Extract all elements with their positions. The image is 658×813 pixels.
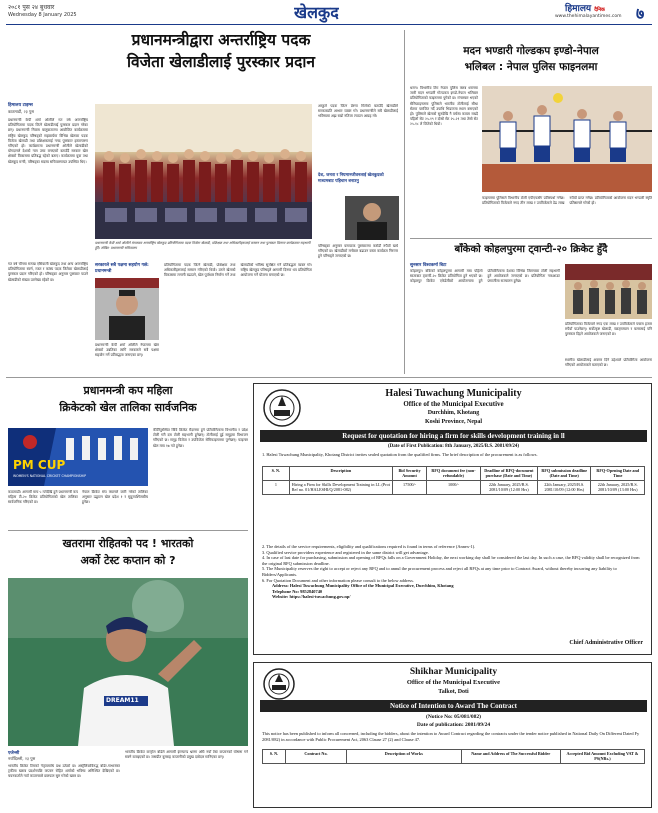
website: www.thehimalayantimes.com — [555, 14, 622, 19]
pmcup-banner-text: PM CUP — [13, 458, 66, 472]
col-sn: S. N. — [263, 750, 286, 764]
vertical-divider-top — [404, 30, 405, 374]
date-en: Wednesday 8 January 2025 — [8, 12, 77, 18]
cell-sn: 1 — [263, 480, 290, 494]
bankeko-body: कोहलपुर। बाँकेको कोहलपुरमा आगामी माघ पहिलो साताबाट ट्वान्टी-२० क्रिकेट प्रतियोगिता हुने भएको छ। कोहलपुर क्रिकेट एकेडेमीको आयोजनामा हुने प्रतियोगितामा देशका विभिन्न जिल्लाका टोली सहभागी हुने आयोजकले जनाएको छ। प्रतियोगिता नकआउट प्रणालीमा सञ्चालन हुनेछ। — [410, 269, 560, 284]
date-np: २०८१ पुस २४ बुधवार — [8, 4, 55, 11]
halesi-rfq-table — [262, 466, 645, 495]
halesi-title-bar — [260, 430, 647, 442]
halesi-points — [262, 544, 645, 600]
paper-sub: दैनिक — [594, 7, 605, 13]
cricket-event-photo — [565, 264, 652, 319]
col-contract-no: Contract No. — [285, 750, 346, 764]
shikhar-table — [262, 749, 645, 764]
volleyball-photo — [482, 86, 652, 192]
cell-submission: 22th January, 2025/B.S. 2081/10/09 (12:00 Hrs) — [538, 480, 591, 494]
col-description: Description — [289, 467, 392, 481]
halesi-intro: 1. Halesi Tuwachung Municipality, Khotang District invites sealed quotation from the qualified firms. The brief description of the procurement is as follows. — [262, 452, 538, 457]
madan-headline-1: मदन भण्डारी गोल्डकप इण्डो-नेपाल — [463, 45, 599, 57]
bankeko-body-3: स्थानीय खेलाडीलाई अवसर दिने उद्देश्यले प्रतियोगिता आयोजना गरिएको आयोजकले बताएको छ। — [565, 358, 652, 368]
cell-fee: 1000/- — [427, 480, 480, 494]
col-bidder: Name and Address of The Successful Bidder — [461, 750, 560, 764]
shikhar-body: This notice has been published to inform all concerned, including the bidders, about the intention to Award Contract regarding the contracts under the tender notice published in National Daily On Different Dated Fy 2081/082) in accordance with Public Procurement Act, 2063 Clause 27 (2) and Clause 47. — [262, 731, 640, 742]
pm-award-photo-caption: प्रधानमन्त्री केपी शर्मा ओलीले मंगलबार अन्तर्राष्ट्रिय खेलकुद प्रतियोगितामा पदक विजेता खेलाडी, प्रशिक्षक तथा अधिकारीहरूलाई सम्मान तथा पुरस्कार वितरण कार्यक्रममा सहभागी हुँदै। तस्बिर: प्रधानमन्त्री सचिवालय — [95, 241, 311, 250]
pm-portrait-small — [345, 196, 399, 240]
shikhar-title-bar — [260, 700, 647, 712]
col-bid-security: Bid Security Amount — [392, 467, 426, 481]
col-opening: RFQ-Opening Date and Time — [591, 467, 645, 481]
rohit-byline: एजेन्सी — [8, 751, 20, 756]
shikhar-award-table — [262, 749, 645, 764]
pm-award-body-1: प्रधानमन्त्री केपी शर्मा ओलीले गत वर्ष अन्तर्राष्ट्रिय प्रतियोगितामा पदक जित्ने खेलाडीलाई पुरस्कार प्रदान गरेका छन्। प्रधानमन्त्री निवास बालुवाटारमा आयोजित कार्यक्रममा राष्ट्रिय खेलकुद परिषद्को सहकार्यमा विभिन्न खेलका पदक विजेता खेलाडी तथा प्रशिक्षकलाई नगद पुरस्कार हस्तान्तरण गरिएको हो। कार्यक्रममा प्रधानमन्त्री ओलीले खेलाडीको योगदानले देशको नाम उच्च बनाएको बताउँदै सरकार खेल क्षेत्रको विकासमा प्रतिबद्ध रहेको बताए। कार्यक्रममा युवा तथा खेलकुद मन्त्री, परिषद्का सदस्य सचिवलगायत उपस्थित थिए। — [8, 118, 88, 164]
paper-name — [565, 1, 605, 14]
rohit-dateline: नयाँदिल्ली, २३ पुस — [8, 756, 36, 761]
madan-body: धरान। विभागीय टिम नेपाल पुलिस क्लब धरानमा जारी मदन भण्डारी गोल्डकप इण्डो-नेपाल भलिबल प्रतियोगिताको फाइनलमा पुगेको छ। मंगलबार भएको सेमिफाइनलमा पुलिसले भारतीय टोलीलाई सीधा सेटमा पराजित गर्दै उपाधि भिडन्तमा स्थान बनाएको हो। पुलिसले खेलको सुरुदेखि नै वर्चस्व कायम राख्दै पहिलो सेट २५-१९ र दोस्रो सेट २५-२१ तथा तेस्रो सेट २५-१८ ले जितेको थियो। — [410, 86, 478, 127]
halesi-signoff: Chief Administrative Officer — [569, 640, 643, 646]
pmcup-bottom-rule — [8, 530, 248, 531]
rohit-photo — [8, 578, 248, 746]
rohit-body: भारतीय क्रिकेट टिमको नेतृत्वमाथि प्रश्न उठेको छ। अस्ट्रेलियाविरुद्ध बोर्डर-गाभास्कर ट्रफीमा खराब प्रदर्शनपछि कप्तान रोहित शर्माको भविष्य अनिश्चित देखिएको छ। चयनकर्ताले नयाँ कप्तानबारे छलफल सुरु गरेको खबर छ। — [8, 764, 120, 779]
pm-award-headline-2: विजेता खेलाडीलाई पुरस्कार प्रदान — [127, 53, 315, 71]
pm-portrait-photo — [95, 278, 159, 340]
pmcup-body-2: नेपाल क्रिकेट संघ क्यानले जारी गरेको तालिका अनुसार उद्घाटन खेल प्रदेश १ र सुदूरपश्चिमबीच हुनेछ। — [82, 490, 148, 505]
halesi-org: Halesi Tuwachung Municipality — [385, 388, 522, 399]
pmcup-body-1: काठमाडौं। आगामी माघ ५ गतेदेखि हुने प्रधानमन्त्री कप महिला टी-२० क्रिकेट प्रतियोगिताको खेल तालिका सार्वजनिक गरिएको छ। — [8, 490, 78, 505]
madan-bottom-rule — [410, 238, 652, 239]
halesi-table-header — [263, 467, 645, 481]
rohit-jersey-text: DREAM11 — [106, 697, 139, 704]
col-fee: RFQ document fee (non-refundable) — [427, 467, 480, 481]
table-row — [263, 480, 645, 494]
halesi-province: Koshi Province, Nepal — [424, 419, 483, 425]
volleyball-illustration — [482, 86, 652, 192]
pm-award-mid-body: प्रतियोगितामा पदक जित्ने खेलाडी, प्रशिक्षक तथा अधिकारीहरूलाई सम्मान गरिएको थियो। उनले खेलको विकासमा लगानी बढाउने, खेल पूर्वाधार निर्माण गर्ने तथा खेलाडीको भविष्य सुरक्षित गर्ने प्रतिबद्धता व्यक्त गरे। राष्ट्रिय खेलकुद परिषद्ले आगामी दिनमा थप प्रतियोगिता आयोजना गर्ने योजना बनाएको छ। — [164, 263, 312, 278]
shikhar-title: Notice of Intention to Award The Contract — [390, 702, 517, 710]
pmcup-banner-sub: WOMEN'S NATIONAL CRICKET CHAMPIONSHIP — [13, 474, 87, 478]
col-submission: RFQ submission deadline (Date and Time) — [538, 467, 591, 481]
shikhar-org: Shikhar Municipality — [409, 667, 498, 677]
shikhar-table-header — [263, 750, 645, 764]
halesi-address: Address: Halesi Tuwachung Municipality Office of the Municipal Executive, Durchhim, Khotang — [272, 583, 454, 589]
cricket-event-illustration — [565, 264, 652, 319]
pm-award-col2-tail: परिषद्का अनुसार यसपटक पुरस्कारमा करोडौं रुपैयाँ खर्च गरिएको छ। खेलाडीको मनोबल बढाउन यस्ता कार्यक्रम निरन्तर हुने परिषद्ले जनाएको छ। — [318, 244, 398, 259]
cell-description: Hiring a Firm for Skills Development Training in LL (Prot Ref no. 01/HALESHI/Q/2081-082) — [289, 480, 392, 494]
shikhar-office: Office of the Municipal Executive — [406, 679, 501, 686]
pm-left-photo-body: प्रधानमन्त्री केपी शर्मा ओलीले नेपालमा खेल क्षेत्रको उन्नतिका लागि सरकारले सबै पक्षमा सहयोग गर्ने प्रतिबद्धता जनाएका छन्। — [95, 343, 159, 358]
section-title: खेलकुद — [294, 3, 339, 22]
horizontal-divider-mid — [6, 377, 652, 378]
pm-award-dateline: काठमाडौं, २३ पुस — [8, 109, 34, 114]
pmcup-headline-1: प्रधानमन्त्री कप महिला — [83, 384, 173, 397]
masthead — [0, 0, 658, 24]
halesi-place: Durchhim, Khotang — [427, 410, 480, 416]
cell-opening: 22th January, 2025/B.S. 2081/10/09 (13:00 Hrs) — [591, 480, 645, 494]
col-sn: S. N. — [263, 467, 290, 481]
shikhar-place: Talkot, Doti — [438, 689, 469, 695]
col-amount: Accepted Bid Amount Excluding VAT & PS(NRs.) — [560, 750, 644, 764]
paper-name-text: हिमालय — [565, 4, 592, 14]
madan-headline-2: भलिबल : नेपाल पुलिस फाइनलमा — [464, 61, 598, 73]
halesi-point-5: 5. The Municipality reserves the right to accept or reject any RFQ and to annul the procurement process and reject all RFQs at any time prior to Contract Award, without thereby incurring any liability to Bidders/Applicants. — [262, 566, 617, 577]
portrait-illustration — [345, 196, 399, 240]
halesi-office: Office of the Municipal Executive — [403, 400, 504, 408]
pm-award-col2-sub: देश, जनता र नियमानजीवनलाई खेलकुदको माध्यमबाट पहिचान बनाउनु — [318, 172, 384, 183]
pm-portrait-illustration — [95, 278, 159, 340]
halesi-point-3: 3. Qualified service providers experience and registered in the same district will get advantage. — [262, 549, 429, 555]
madan-body-2: फाइनलमा पुलिसले विभागीय टोली एपीएफसँग प्रतिस्पर्धा गर्नेछ। प्रतियोगिताको विजेताले नगद तीन लाख र उपविजेताले डेढ लाख रुपैयाँ प्राप्त गर्नेछ। प्रतियोगिताको आयोजना मदन भण्डारी स्मृति प्रतिष्ठानले गरेको हो। — [482, 196, 652, 206]
page-number: ७ — [636, 4, 645, 23]
shikhar-notice-no: (Notice No: 05/081/082) — [426, 714, 481, 720]
bankeko-byline: सुनसार विश्वकर्मा बिटा — [410, 263, 447, 268]
halesi-website: Website: https://halesi-tuwachung.gov.np/ — [272, 594, 351, 600]
col-description-works: Description of Works — [347, 750, 462, 764]
pmcup-body-3: कीर्तिपुरस्थित त्रिवि क्रिकेट मैदानमा हुने प्रतियोगितामा विभागीय र प्रदेश टोली गरी दस टोली सहभागी हुनेछन्। टोलीलाई दुई समूहमा विभाजन गरिएको छ। समूह विजेता र उपविजेता सेमिफाइनलमा पुग्नेछन्। फाइनल खेल माघ १७ गते हुनेछ। — [153, 428, 248, 448]
pmcup-banner — [8, 428, 148, 486]
rohit-headline-1: खतरामा रोहितको पद ! भारतको — [62, 537, 194, 550]
bankeko-body-2: प्रतियोगिताका विजेताले नगद एक लाख र उपविजेताले पचास हजार रुपैयाँ पाउनेछन्। सर्वोत्कृष्ट खेलाडी, ब्याट्सम्यान र बलरलाई पनि पुरस्कार दिइने आयोजकले जनाएको छ। — [565, 322, 652, 337]
pm-left-photo-caption: सरकारले सबै पक्षमा सहयोग गर्छ: प्रधानमन्त्री — [95, 263, 149, 274]
halesi-table — [262, 466, 645, 495]
cricketer-illustration — [8, 578, 248, 746]
cell-purchase: 22th January, 2025/B.S. 2081/10/09 (12:00 Hrs) — [480, 480, 537, 494]
bankeko-headline: बाँकेको कोहलपुरमा ट्वान्टी-२० क्रिकेट हुँदै — [454, 244, 608, 255]
halesi-point-4: 4. In case of last date for purchasing, submission and opening of RFQs falls on a Government Holiday, the next working day shall be considered the last day. In such a case, the RFQ validity shall be recognized from the original RFQ submission deadline. — [262, 555, 640, 566]
halesi-first-pub: (Date of First Publication: 8th January, 2025/B.S. 2081/09/24) — [387, 444, 520, 449]
halesi-point-6: 6. For Quotation Document and other information please consult to the below address. — [262, 577, 414, 583]
pm-award-body-2: गत वर्ष चीनमा सम्पन्न एसियाली खेलकुद तथा अन्य अन्तर्राष्ट्रिय प्रतियोगितामा स्वर्ण, रजत र कांस्य पदक जितेका खेलाडीलाई पुरस्कार प्रदान गरिएको हो। परिषद्का अनुसार पुरस्कार पाउने खेलाडीको संख्या उल्लेख्य रहेको छ। — [8, 262, 88, 282]
pmcup-headline-2: क्रिकेटको खेल तालिका सार्वजनिक — [59, 401, 197, 414]
halesi-point-2: 2. The details of the service requirements, eligibility and qualifications required is found in terms of reference (Annex-1). — [262, 544, 476, 549]
pm-award-headline-1: प्रधानमन्त्रीद्वारा अन्तर्राष्ट्रिय पदक — [131, 31, 311, 49]
halesi-telephone: Telephone No: 9852840740 — [272, 588, 323, 594]
halesi-title: Request for quotation for hiring a firm for skills development training in ll — [342, 432, 565, 440]
masthead-rule — [6, 24, 652, 25]
cell-bid-security: 17500/- — [392, 480, 426, 494]
pm-award-byline: हिमालय टाइम्स — [8, 103, 33, 108]
halesi-notice — [253, 383, 652, 655]
pm-award-col2-body: आफूले पदक जित्न प्रेरणा मिलेको बताउँदै खेलाडीले सरकारप्रति आभार व्यक्त गरे। प्रधानमन्त्रीले सबै खेलाडीलाई भविष्यमा अझ राम्रो नतिजा ल्याउन आग्रह गरे। — [318, 104, 398, 119]
award-group-illustration — [95, 104, 312, 239]
shikhar-notice — [253, 662, 652, 808]
pm-award-photo — [95, 104, 312, 239]
col-purchase: Deadline of RFQ-document purchase (Date and Time) — [480, 467, 537, 481]
rohit-headline-2: अर्को टेस्ट कप्तान को ? — [80, 554, 176, 567]
shikhar-pub-date: Date of publication: 2081/09/24 — [416, 722, 491, 728]
rohit-body-2: भारतीय क्रिकेट कन्ट्रोल बोर्डले आगामी इंग्ल्यान्ड भ्रमण अघि नयाँ टेस्ट कप्तानको घोषणा गर्न सक्ने बताइएको छ। जसप्रीत बुमराह कप्तानीको प्रमुख दाबेदार मानिएका छन्। — [125, 750, 248, 760]
